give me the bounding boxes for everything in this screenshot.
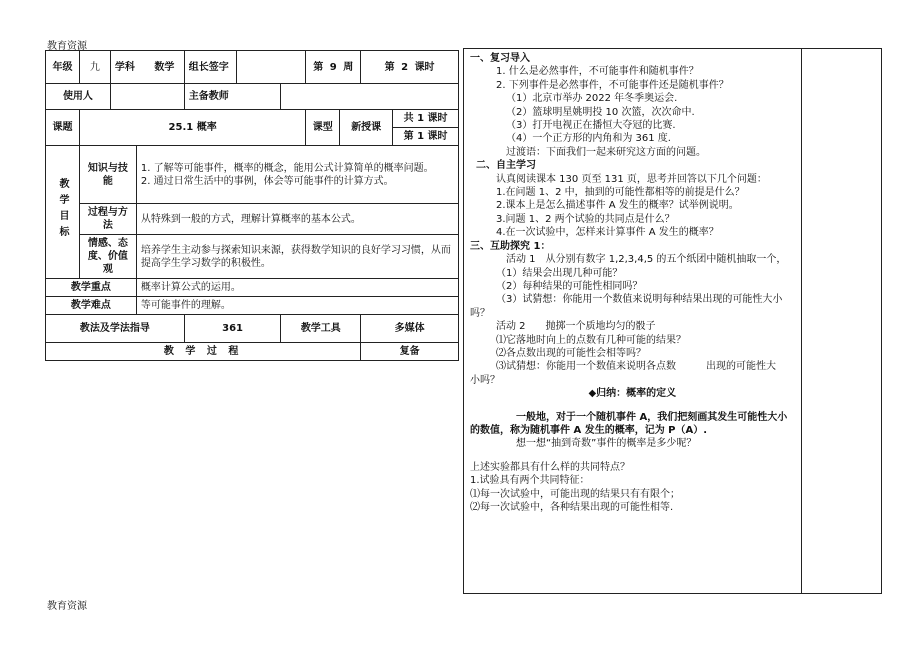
key-text: 概率计算公式的运用。 [136, 279, 458, 297]
review-label: 复备 [361, 343, 459, 361]
user-value [110, 84, 184, 110]
review-answer-3: （3）打开电视正在播恒大夺冠的比赛. [506, 120, 676, 132]
activity-2-question-3a: ⑶试猜想：你能用一个数值来说明各点数 出现的可能性大 [496, 361, 776, 373]
period-suffix: 课时 [414, 61, 435, 73]
summary-heading: ◆归纳：概率的定义 [588, 388, 677, 400]
teaching-process-table [463, 48, 882, 594]
activity-2-intro: 活动 2 抛掷一个质地均匀的骰子 [496, 321, 656, 333]
review-answer-2: （2）篮球明星姚明投 10 次篮，次次命中. [506, 106, 695, 118]
type-value: 新授课 [340, 110, 393, 146]
teacher-label: 主备教师 [184, 84, 281, 110]
week-cell [306, 51, 361, 84]
emotion-label: 情感、态度、价值观 [79, 235, 136, 279]
definition-line-1: 一般地，对于一个随机事件 A，我们把刻画其发生可能性大小 [516, 411, 788, 423]
activity-1-question-1: （1）结果会出现几种可能？ [496, 267, 623, 279]
activity-1-question-2: （2）每种结果的可能性相同吗？ [496, 280, 643, 292]
watermark-bottom: 教育资源 [47, 601, 87, 612]
user-label: 使用人 [46, 84, 111, 110]
common-question: 上述实验都具有什么样的共同特点？ [470, 461, 630, 473]
watermark-top: 教育资源 [47, 41, 87, 52]
week-number: 9 [329, 61, 337, 73]
self-study-intro: 认真阅读课本 130 页至 131 页，思考并回答以下几个问题： [496, 173, 767, 185]
current-period: 第 1 课时 [393, 128, 459, 146]
knowledge-label: 知识与技能 [79, 146, 136, 204]
process-title: 教 学 过 程 [46, 343, 361, 361]
activity-2-question-2: ⑵各点数出现的可能性会相等吗？ [496, 347, 646, 359]
topic-label: 课题 [46, 110, 80, 146]
review-question-1: 1. 什么是必然事件，不可能事件和随机事件？ [496, 66, 699, 78]
emotion-text: 培养学生主动参与探索知识来源，获得数学知识的良好学习习惯，从而提高学生学习数学的积极性。 [136, 235, 458, 279]
review-question-2: 2. 下列事件是必然事件，不可能事件还是随机事件？ [496, 79, 729, 91]
self-study-question-4: 4.在一次试验中，怎样来计算事件 A 发生的概率？ [496, 227, 719, 239]
activity-1-intro: 活动 1 从分别有数字 1,2,3,4,5 的五个纸团中随机抽取一个， [506, 254, 787, 266]
period-cell [361, 51, 459, 84]
total-periods: 共 1 课时 [393, 110, 459, 128]
self-study-question-2: 2.课本上是怎么描述事件 A 发生的概率？试举例说明。 [496, 200, 739, 212]
grade-label: 年级 [46, 51, 80, 84]
self-study-question-3: 3.问题 1、2 两个试验的共同点是什么？ [496, 213, 675, 225]
method-label: 教法及学法指导 [46, 315, 185, 343]
activity-1-question-3a: （3）试猜想：你能用一个数值来说明每种结果出现的可能性大小 [496, 294, 783, 306]
process-text: 从特殊到一般的方式，理解计算概率的基本公式。 [136, 204, 458, 235]
goals-label: 教学目标 [56, 178, 68, 242]
leader-signature [236, 51, 306, 84]
common-feature-3: ⑵每一次试验中，各种结果出现的可能性相等. [470, 502, 674, 513]
key-label: 教学重点 [46, 279, 137, 297]
review-answer-1: （1）北京市举办 2022 年冬季奥运会. [506, 93, 678, 105]
section-explore-title: 三、互助探究 1： [470, 240, 551, 252]
think-prompt: 想一想“抽到奇数”事件的概率是多少呢？ [516, 438, 697, 450]
knowledge-item-2: 2. 通过日常生活中的事例，体会等可能事件的计算方式。 [140, 175, 394, 187]
activity-1-question-3b: 吗？ [470, 307, 490, 319]
activity-2-question-3b: 小吗？ [470, 374, 500, 386]
review-column [801, 49, 881, 594]
section-self-study-title: 二、自主学习 [476, 160, 536, 172]
common-feature-1: 1.试验具有两个共同特征： [470, 475, 590, 487]
tools-value: 多媒体 [361, 315, 459, 343]
subject-cell [110, 51, 184, 84]
lesson-info-table [45, 50, 459, 361]
process-content [464, 49, 802, 594]
method-value: 361 [184, 315, 281, 343]
knowledge-text [136, 146, 458, 204]
subject-label: 学科 [114, 61, 135, 73]
period-prefix: 第 [384, 61, 395, 73]
section-review-title: 一、复习导入 [470, 53, 530, 64]
teacher-value [281, 84, 459, 110]
topic-value: 25.1 概率 [79, 110, 305, 146]
tools-label: 教学工具 [281, 315, 361, 343]
grade-value: 九 [79, 51, 110, 84]
difficult-text: 等可能事件的理解。 [136, 297, 458, 315]
self-study-question-1: 1.在问题 1、2 中，抽到的可能性都相等的前提是什么？ [496, 187, 745, 199]
activity-2-question-1: ⑴它落地时向上的点数有几种可能的结果？ [496, 334, 686, 346]
knowledge-item-1: 1. 了解等可能事件，概率的概念，能用公式计算简单的概率问题。 [140, 162, 434, 174]
week-suffix: 周 [343, 61, 354, 73]
period-number: 2 [401, 61, 409, 73]
difficult-label: 教学难点 [46, 297, 137, 315]
transition-text: 过渡语：下面我们一起来研究这方面的问题。 [506, 146, 706, 158]
goals-label-cell [46, 146, 80, 279]
definition-line-2: 的数值，称为随机事件 A 发生的概率，记为 P（A）. [470, 424, 708, 436]
week-prefix: 第 [313, 61, 324, 73]
process-label: 过程与方法 [79, 204, 136, 235]
leader-label: 组长签字 [184, 51, 236, 84]
subject-value: 数学 [154, 61, 175, 73]
common-feature-2: ⑴每一次试验中，可能出现的结果只有有限个； [470, 488, 680, 500]
type-label: 课型 [306, 110, 340, 146]
review-answer-4: （4）一个正方形的内角和为 361 度. [506, 133, 671, 145]
